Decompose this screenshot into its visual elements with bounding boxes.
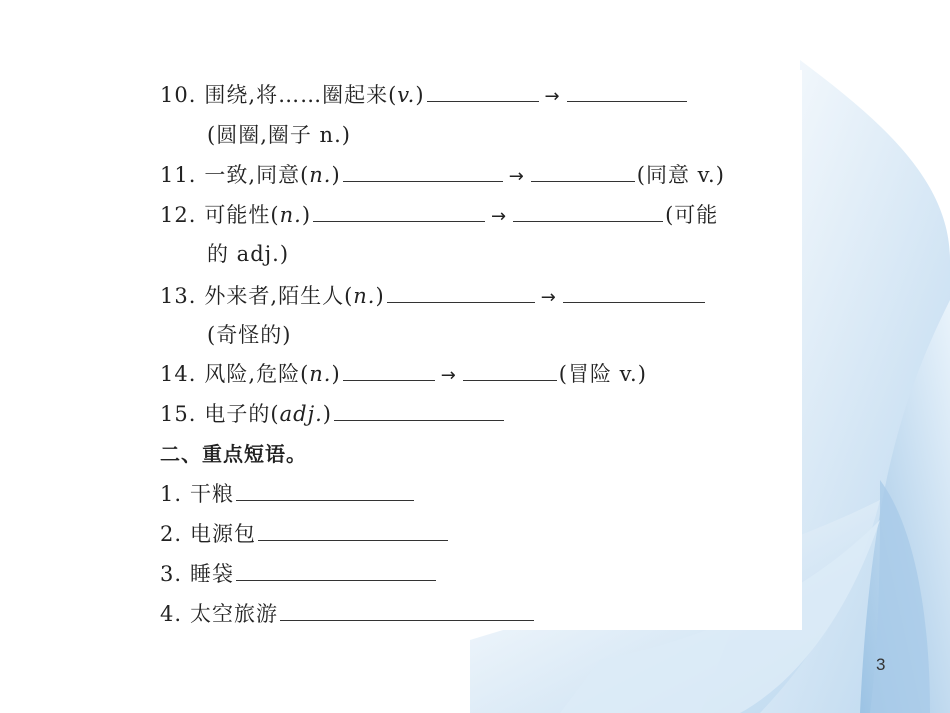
vocab-item-12-continued [207,237,289,271]
vocab-item-14 [160,357,647,391]
item-close: ) [322,402,332,426]
arrow-icon: → [508,166,525,187]
vocab-item-12 [160,198,718,232]
vocab-item-13 [160,279,707,313]
item-close: ) [415,83,425,107]
vocab-item-11 [160,158,725,192]
item-tail: (可能 [665,203,719,227]
item-continuation: (圆圈,圈子 n.) [207,123,351,147]
phrase-item-1 [160,477,416,511]
answer-blank[interactable] [343,358,435,381]
arrow-icon: → [544,86,561,107]
item-number: 13. [160,284,197,308]
section-heading: 二、重点短语。 [160,442,307,466]
item-number: 3. [160,562,183,586]
answer-blank[interactable] [513,199,663,222]
page-number: 3 [876,655,886,674]
vocab-item-13-continued [207,318,291,352]
phrase-item-3 [160,557,438,591]
answer-blank[interactable] [567,79,687,102]
vocab-item-10-continued [207,118,351,152]
answer-blank[interactable] [343,159,503,182]
arrow-icon: → [440,365,457,386]
answer-blank[interactable] [563,280,705,303]
item-number: 15. [160,402,197,426]
answer-blank[interactable] [236,558,436,581]
item-number: 2. [160,522,183,546]
item-close: ) [331,163,341,187]
part-of-speech: n. [309,163,332,187]
item-text: 电子的( [204,402,280,426]
item-number: 12. [160,203,197,227]
part-of-speech: adj. [279,402,323,426]
item-number: 1. [160,482,183,506]
phrase-text: 太空旅游 [190,602,279,626]
item-number: 14. [160,362,197,386]
arrow-icon: → [491,206,508,227]
item-text: 一致,同意( [204,163,310,187]
answer-blank[interactable] [531,159,635,182]
answer-blank[interactable] [387,280,535,303]
item-close: ) [301,203,312,227]
item-text: 外来者,陌生人( [204,284,354,308]
item-number: 10. [160,83,197,107]
item-text: 风险,危险( [204,362,310,386]
answer-blank[interactable] [427,79,539,102]
item-continuation: 的 adj.) [207,242,290,266]
item-continuation: (奇怪的) [207,323,292,347]
item-close: ) [375,284,385,308]
item-number: 11. [160,163,197,187]
answer-blank[interactable] [463,358,557,381]
vocab-item-15 [160,397,506,431]
answer-blank[interactable] [313,199,485,222]
item-number: 4. [160,602,183,626]
part-of-speech: n. [279,203,302,227]
vocab-item-10 [160,78,689,112]
part-of-speech: v. [397,83,416,107]
item-close: ) [331,362,341,386]
item-text: 围绕,将……圈起来( [204,83,398,107]
answer-blank[interactable] [334,398,504,421]
part-of-speech: n. [309,362,332,386]
answer-blank[interactable] [280,598,534,621]
answer-blank[interactable] [236,478,414,501]
part-of-speech: n. [353,284,376,308]
phrase-text: 电源包 [190,522,257,546]
arrow-icon: → [540,287,557,308]
phrase-item-2 [160,517,450,551]
phrase-text: 干粮 [190,482,235,506]
answer-blank[interactable] [258,518,448,541]
item-text: 可能性( [204,203,280,227]
phrase-item-4 [160,597,536,631]
item-tail: (同意 v.) [636,163,725,187]
phrase-text: 睡袋 [190,562,235,586]
item-tail: (冒险 v.) [558,362,647,386]
